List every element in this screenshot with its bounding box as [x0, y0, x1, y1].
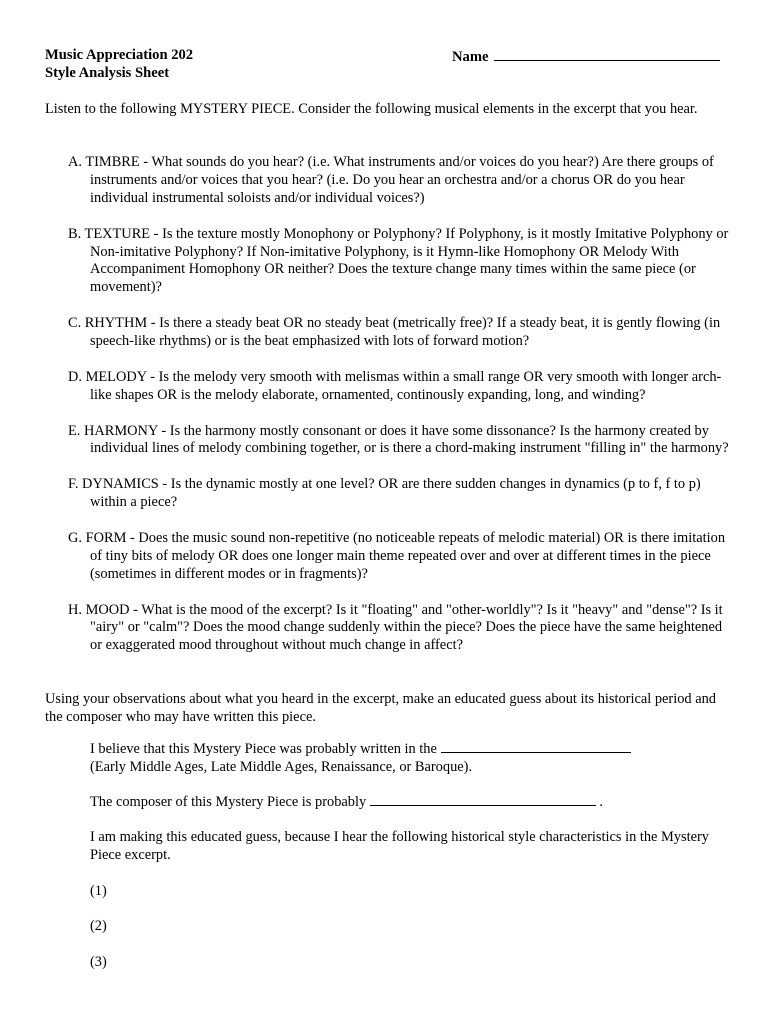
period-blank[interactable]	[441, 739, 631, 753]
composer-blank[interactable]	[370, 792, 596, 806]
period-options: (Early Middle Ages, Late Middle Ages, Renaissance, or Baroque).	[90, 759, 473, 775]
period-line: I believe that this Mystery Piece was probably written in the	[90, 741, 437, 757]
element-harmony: E. HARMONY - Is the harmony mostly consonant or does it have some dissonance? Is the harmony created by individual lines of melody combining together, or is there a chord-making instrument "filling in" the harmony?	[68, 422, 729, 457]
intro-instructions: Listen to the following MYSTERY PIECE. Consider the following musical elements in the excerpt that you hear.	[45, 101, 698, 117]
course-title: Music Appreciation 202	[45, 47, 194, 63]
reason-3[interactable]: (3)	[90, 954, 107, 970]
composer-end: .	[599, 794, 603, 810]
element-mood: H. MOOD - What is the mood of the excerpt? Is it "floating" and "other-worldly"? Is it "heavy" and "dense"? Is it "airy" or "calm"? Does the mood change suddenly within the piece? Does the piece have the same heightened or exaggerated mood throughout without much change in affect?	[68, 601, 723, 654]
reason-2[interactable]: (2)	[90, 918, 107, 934]
element-rhythm: C. RHYTHM - Is there a steady beat OR no steady beat (metrically free)? If a steady beat, it is gently flowing (in speech-like rhythms) or is the beat emphasized with lots of forward motion?	[68, 315, 721, 350]
sheet-title: Style Analysis Sheet	[45, 65, 170, 81]
name-blank[interactable]	[494, 46, 720, 61]
composer-statement	[90, 792, 730, 811]
element-form: G. FORM - Does the music sound non-repetitive (no noticeable repeats of melodic material) OR is there imitation of tiny bits of melody OR does one longer main theme repeated over and over at different times in the piece (sometimes in different modes or in fragments)?	[68, 529, 726, 582]
name-field[interactable]	[452, 46, 720, 66]
guess-prompt: Using your observations about what you heard in the excerpt, make an educated guess about its historical period and the composer who may have written this piece.	[45, 691, 716, 725]
element-texture: B. TEXTURE - Is the texture mostly Monophony or Polyphony? If Polyphony, is it mostly Imitative Polyphony or Non-imitative Polyphony? If Non-imitative Polyphony, is it Hymn-like Homophony OR Melody With Accompaniment Homophony OR neither? Does the texture change many times within the same piece (or movement)?	[68, 225, 729, 296]
element-dynamics: F. DYNAMICS - Is the dynamic mostly at one level? OR are there sudden changes in dynamics (p to f, f to p) within a piece?	[68, 476, 701, 511]
musical-elements-list	[68, 154, 733, 673]
reason-1[interactable]: (1)	[90, 883, 107, 899]
composer-line: The composer of this Mystery Piece is probably	[90, 794, 367, 810]
name-label: Name	[452, 49, 489, 65]
reason-statement: I am making this educated guess, because I hear the following historical style characteristics in the Mystery Piece excerpt.	[90, 829, 710, 863]
element-timbre: A. TIMBRE - What sounds do you hear? (i.e. What instruments and/or voices do you hear?) Are there groups of instruments and/or voices that you hear? (i.e. Do you hear an orchestra and/or a chorus OR do you hear individual instrumental soloists and/or individual voices?)	[68, 154, 714, 206]
period-statement	[90, 739, 730, 776]
element-melody: D. MELODY - Is the melody very smooth with melismas within a small range OR very smooth with longer arch-like shapes OR is the melody elaborate, ornamented, continously expanding, long, and winding?	[68, 368, 722, 403]
